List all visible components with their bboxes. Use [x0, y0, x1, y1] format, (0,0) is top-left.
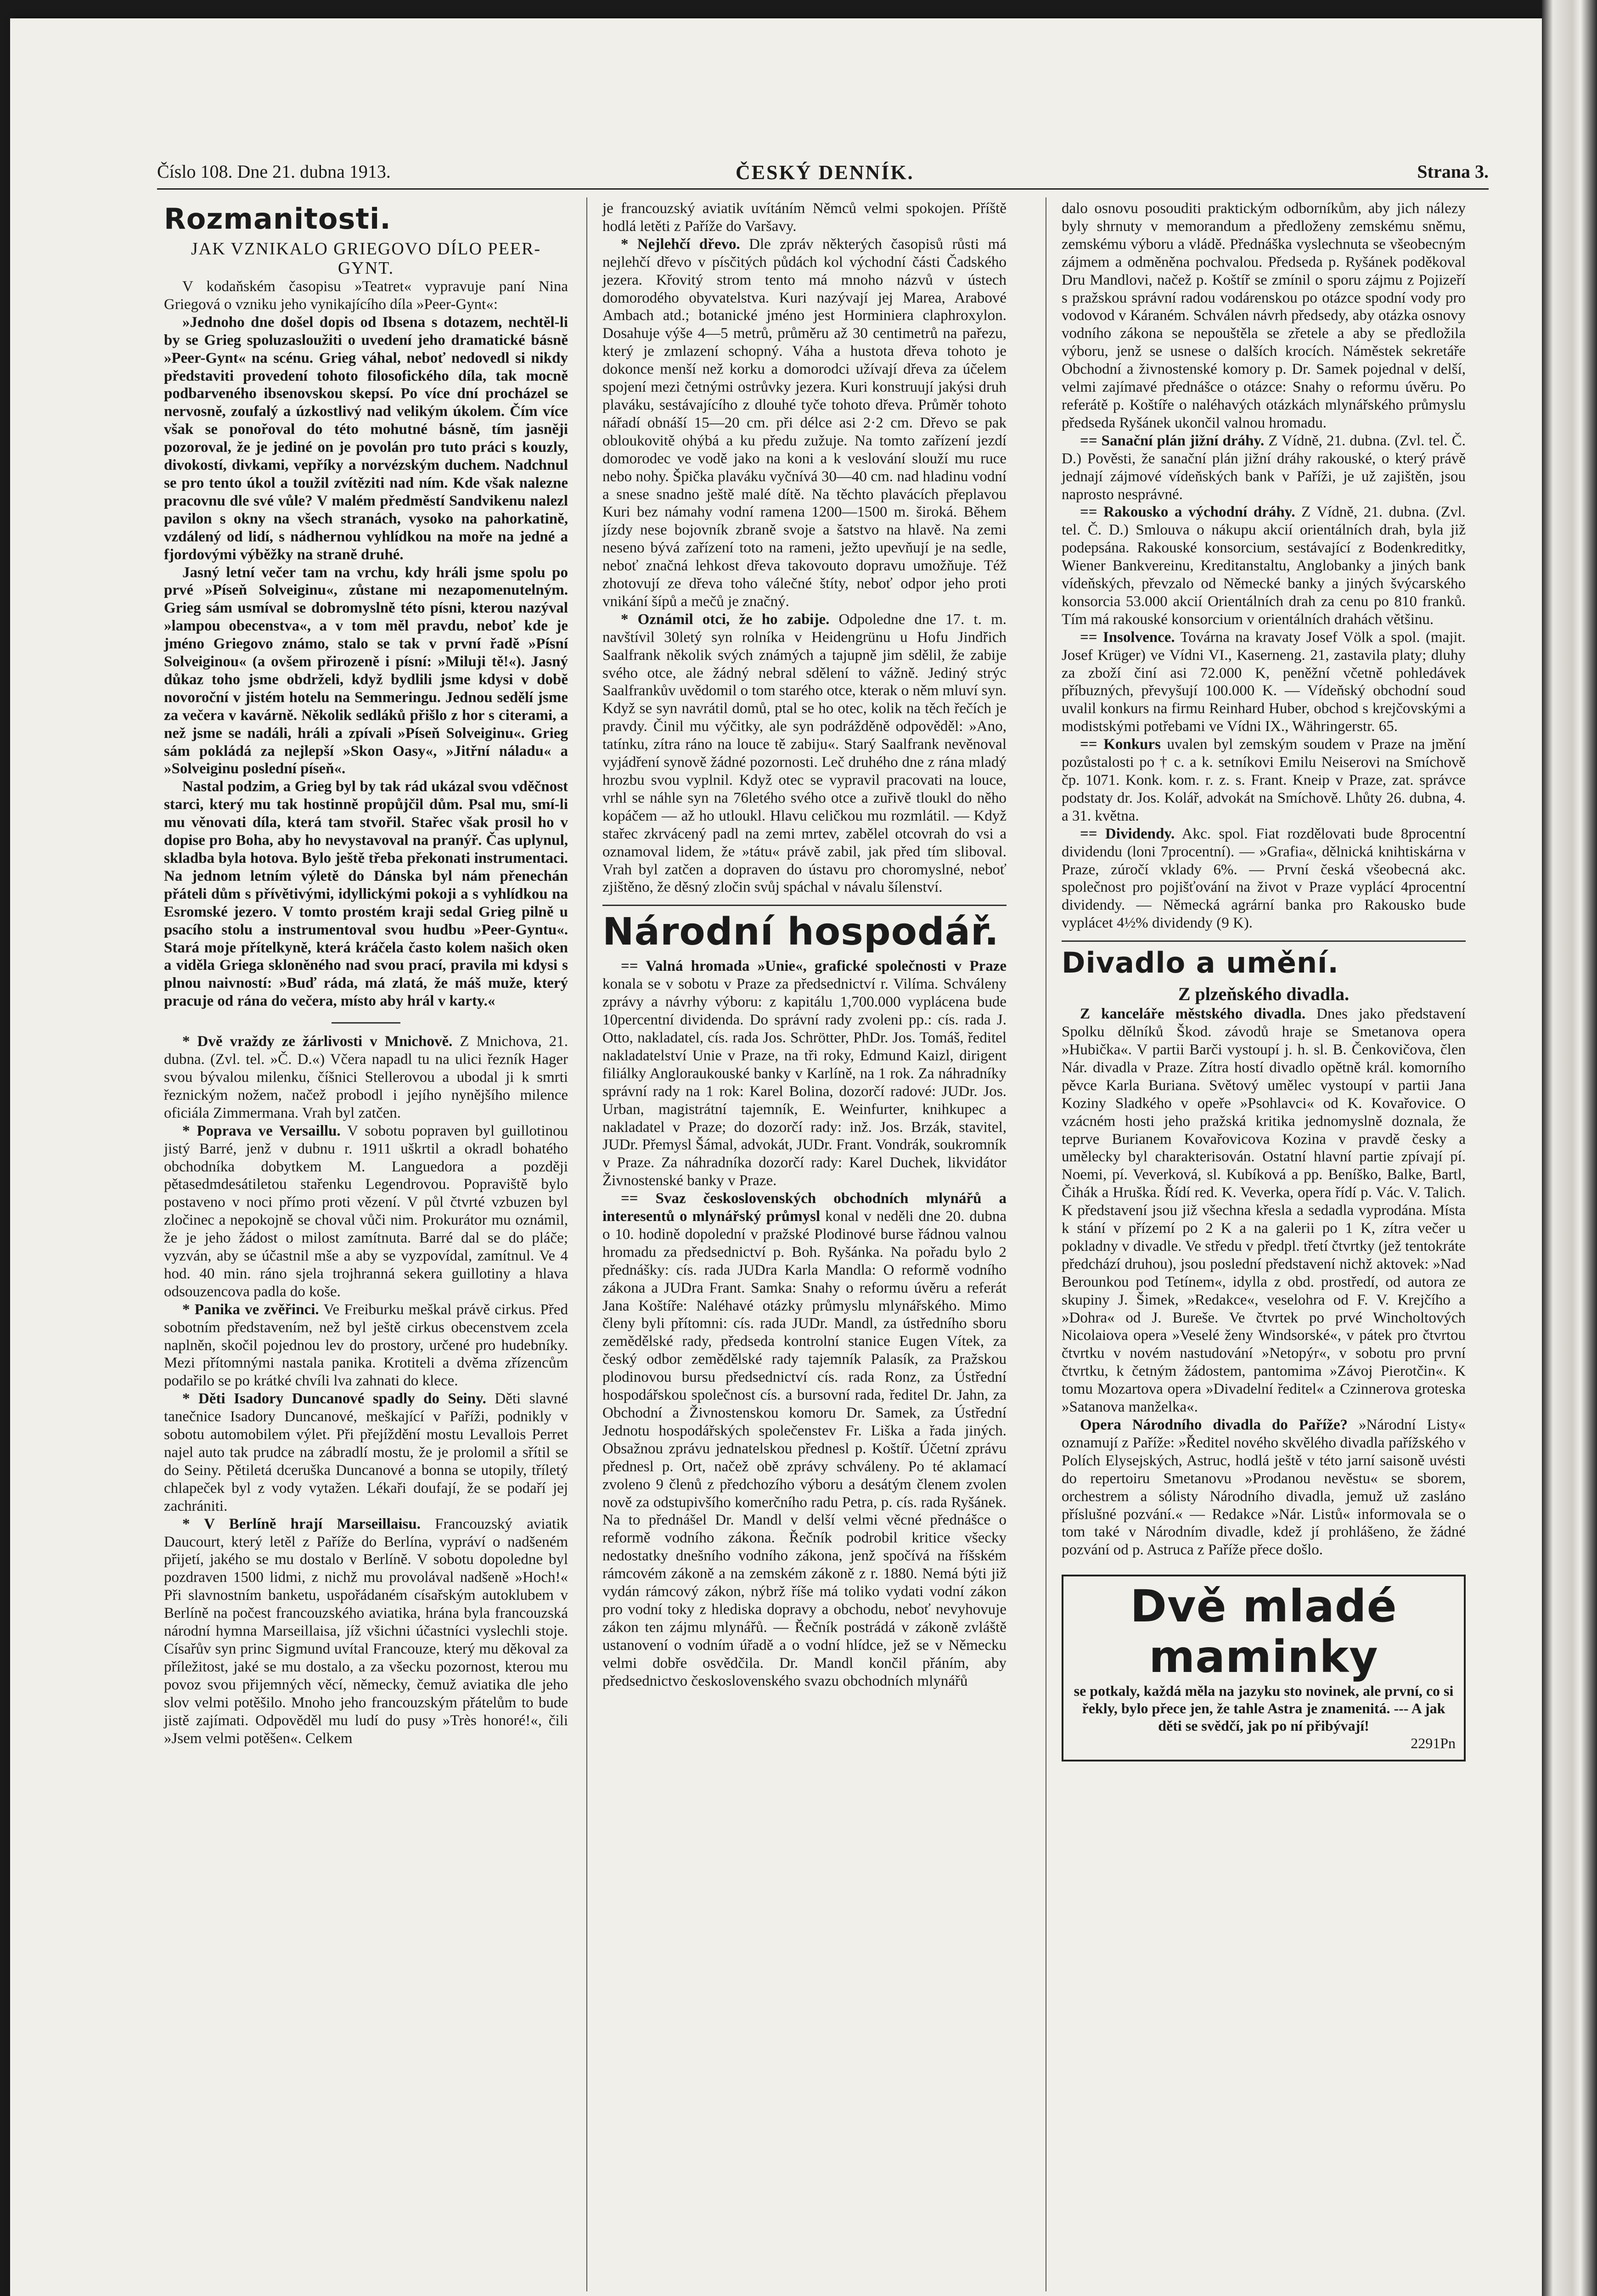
news-headline: * Oznámil otci, že ho zabije. — [621, 611, 830, 628]
separator — [332, 1022, 400, 1024]
news-headline: Z kanceláře městského divadla. — [1080, 1006, 1306, 1023]
news-text: Dnes jako představení Spolku dělníků Škod. závodů hraje se Smetanova opera »Hubička«. V partii Barči vystoupí j. h. sl. B. Čenkovičova, člen Nár. divadla v Praze. Zítra hostí divadlo opětně král. komorního pěvce Karla Buriana. Světový umělec vystoupí v partii Jana Koziny Sladkého v opeře »Psohlavci« od K. Kovařovice. O vzácném hosti jeho pražská kritika jednomyslně doznala, že teprve Burianem Kovařovicova Kozina v pravdě česky a umělecky byl charakterisován. Ostatní hlavní partie zpívají pí. Noemi, pí. Veverková, sl. Kubíková a pp. Beníško, Balke, Bartl, Čihák a Hruška. Řídí red. K. Veverka, opera řídí p. Vác. V. Talich. K představení jsou již všechna křesla a sedadla vyprodána. Místa k stání v přízemí po 2 K a na galerii po 1 K, zítra večer u pokladny v divadle. Ve středu v předpl. třetí čtvrtky (jež tentokráte předchází druhou), jsou poslední představení nichž aktovek: »Nad Berounkou pod Tetínem«, idylla z obd. prostředí, od autora ze skupiny J. Šimek, »Redakce«, veselohra od F. V. Krejčího a »Dohra« od J. Bureše. Ve čtvrtek po prvé Wincholtových Nicolaiova opera »Veselé ženy Windsorské«, v pátek pro čtvrtou čtvrtku v novém nastudování »Netopýr«, v sobotu pro první čtvrtku, k četným žádostem, pantomima »Závoj Pierotčin«. K tomu Mozartova opera »Divadelní ředitel« a Czinnerova groteska »Satanova manželka«. — [1062, 1006, 1466, 1416]
news-text: konal v neděli dne 20. dubna o 10. hodině dopolední v pražské Plodinové burse řádnou valnou hromadu za předsednictví p. Boh. Ryšánka. Na pořadu bylo 2 přednášky: cís. rada JUDra Karla Mandla: O reformě vodního zákona a JUDra Frant. Samka: Snahy o reformu úvěru a referát Jana Koštíře: Naléhavé otázky průmyslu mlynářského. Mimo členy byli přítomni: cís. rada JUDr. Mandl, za ústředního sboru zemědělské rady, předseda kontrolní stanice Eugen Vítek, za český odbor zemědělské rady tajemník Palasík, za Pražskou plodinovou bursu předsednictví cís. rada Ronz, za Ústřední hospodářskou společnost cís. a bursovní rada, ředitel Dr. Jahn, za Obchodní a Živnostenskou komoru Dr. Samek, za Ústřední Jednotu hospodářských společenstev Fr. Liška a řada jiných. Obsažnou zprávu jednatelskou přednesl p. Koštíř. Účetní zprávu přednesl p. Ort, načež obě zprávy schváleny. Po té aklamací zvoleno 9 členů z předchozího výboru a desátým členem zvolen nově za odstupivšího komerčního radu Petra, p. cís. rada Ryšánek. Na to přednášel Dr. Mandl v delší velmi věcné přednášce o reformě vodního zákona. Řečník podrobil kritice všecky nedostatky dnešního vodního zákona, jenž spočívá na říšském rámcovém zákoně a na zemském zákoně z r. 1880. Nemá býti již vydán rámcový zákon, nýbrž říše má toliko vydati vodní zákon pro vodní toky z hlediska dopravy a obchodu, neboť nevyhovuje zákon ten zájmu mlynářů. — Řečník postrádá v zákoně zvláště ustanovení o vodním úřadě a o vodní hlídce, jež se v Německu velmi dobře osvědčila. Dr. Mandl končil přáním, aby předsednictvo československého svazu obchodních mlynářů — [602, 1208, 1007, 1689]
news-headline: * Poprava ve Versaillu. — [182, 1122, 341, 1139]
news-item — [1062, 825, 1466, 932]
section-title-rozmanitosti: Rozmanitosti. — [164, 202, 391, 236]
news-text: V sobotu popraven byl guillotinou jistý Barré, jenž v dubnu r. 1911 uškrtil a okradl bohatého obchodníka dobytkem M. Languedora a později pětasedmdesátiletou stařenku Legendrovou. Popraviště bylo postaveno v noci přímo proti vězení. V půl čtvrté vzbuzen byl zločinec a nepokojně se choval vůči nim. Prokurátor mu oznámil, že je jeho žádost o milost zamítnuta. Barré dal se do pláče; vyzván, aby se účastnil mše a aby se vyzpovídal, zamítnul. Ve 4 hod. 40 min. ráno sjela trojhranná sekera guillotiny a hlava odsouzencova padla do koše. — [164, 1122, 568, 1300]
scan-page-edge — [1542, 0, 1597, 2296]
news-headline: * Panika ve zvěřinci. — [182, 1301, 319, 1318]
article-paragraph: Jasný letní večer tam na vrchu, kdy hráli jsme spolu po prvé »Píseň Solveiginu«, zůstane mi nezapomenutelným. Grieg sám usmíval se dobromyslně této písni, kterou nazýval »lampou obecenstva«, a v tom měl pravdu, neboť kde je jméno Griegovo známo, stalo se tak v první řadě »Písní Solveiginou« (a ovšem přirozeně i písní: »Miluji tě!«). Jasný důkaz toho jsme obdrželi, když bydlili jsme kdysi v době novoroční v jistém hotelu na Semmeringu. Jednou sedělí jsme za večera v kavárně. Několik sedláků přišlo z hor s citerami, a než jsme se nadáli, hráli a zpívali »Píseň Solveiginu«. Grieg sám pokládá za nejlepší »Skon Oasy«, »Jitřní náladu« a »Solveiginu poslední píseň«. — [164, 564, 568, 777]
section-title-narodni-hospodar: Národní hospodář. — [602, 910, 999, 954]
news-text: Továrna na kravaty Josef Völk a spol. (majit. Josef Krüger) ve Vídni VI., Kaserneng. 21, zastavila platy; dluhy za zboží činí asi 72.000 K, peněžní včetně pohledávek příbuzných, převyšují 100.000 K. — Vídeňský obchodní soud uvalil konkurs na firmu Reinhard Huber, obchod s krejčovskými a modistskými potřebami ve Vídni IX., Währingerstr. 65. — [1062, 629, 1466, 735]
news-text: »Národní Listy« oznamují z Paříže: »Ředitel nového skvělého divadla pařížského v Polích Elysejských, Astruc, hodlá ještě v této jarní saisoně uvésti do repertoiru Smetanovu »Prodanou nevěstu« se sborem, orchestrem a sólisty Národního divadla, jemuž už zasláno příslušné pozvání.« — Redakce »Nár. Listů« informovala se o tom také v Národním divadle, kdež jí prohlášeno, že žádné pozvání od p. Astruca z Paříže přece došlo. — [1062, 1417, 1466, 1559]
news-headline: == Konkurs — [1080, 736, 1161, 753]
article-paragraph: V kodaňském časopisu »Teatret« vypravuje paní Nina Griegová o vzniku jeho vynikajícího díla »Peer-Gynt«: — [164, 278, 568, 313]
section-title-divadlo: Divadlo a umění. — [1062, 946, 1339, 980]
news-headline: == Dividendy. — [1080, 825, 1175, 842]
news-headline: * Děti Isadory Duncanové spadly do Seiny. — [182, 1390, 486, 1407]
news-text: Z Vídně, 21. dubna. (Zvl. tel. Č. D.) Smlouva o nákupu akcií orientálních drah, byla již podepsána. Rakouské konsorcium, sestávající z Bodenkreditky, Wiener Bankvereinu, Kreditanstaltu, Anglobanky a jiných bank vídeňských, převzalo od Německé banky a jiných švýcarského konsorcia 53.000 akcií Orientálních drah za cenu po 810 franků. Tím má rakouské konsorcium v orientálních drahách většinu. — [1062, 504, 1466, 628]
news-text: Z Vídně, 21. dubna. (Zvl. tel. Č. D.) Pověsti, že sanační plán jižní dráhy rakouské, o který právě jednají zájmové vídeňských bank v Paříži, je už zajištěn, jsou naprosto nesprávné. — [1062, 432, 1466, 503]
section-rule — [602, 905, 1007, 906]
news-item — [164, 1390, 568, 1515]
news-item — [1062, 736, 1466, 825]
newspaper-page — [10, 18, 1542, 2296]
column-1 — [164, 200, 568, 1747]
news-headline: == Insolvence. — [1080, 629, 1175, 646]
continued-text: dalo osnovu posouditi praktickým odborníkům, aby jich nálezy byly shrnuty v memorandum a předloženy zemskému sněmu, zemskému výboru a vládě. Přednáška vyslechnuta se všeobecným zájmem a odměněna pochvalou. Předseda p. Ryšánek poděkoval Dru Mandlovi, načež p. Koštíř se zmínil o sporu zájmu z Pojizeří s pražskou správní radou vodárenskou po otázce spodní vody pro vodovod v Káraném. Schválen návrh předsedy, aby otázka osnovy vodního zákona se nepouštěla se zřetele a aby se předložila výboru, jenž se usnese o dalších krocích. Náměstek sekretáře Obchodní a živnostenské komory p. Dr. Samek pojednal v delší, velmi zajímavé přednášce o otázce: Snahy o reformu úvěru. Po referátě p. Koštíře o naléhavých otázkách mlynářského průmyslu předseda Ryšánek ukončil valnou hromadu. — [1062, 200, 1466, 431]
news-item — [164, 1033, 568, 1122]
column-3 — [1062, 200, 1466, 1761]
news-item — [602, 957, 1007, 1190]
news-item — [602, 1190, 1007, 1690]
news-text: Ve Freiburku meškal právě cirkus. Před sobotním představením, než byl ještě cirkus obecenstvem zcela naplněn, skočil pojednou lev do prostory, určené pro hudebníky. Mezi přítomnými nastala panika. Krotiteli a dvěma zřízencům podařilo se po krátké chvíli lva zahnati do klece. — [164, 1301, 568, 1390]
news-headline: * Dvě vraždy ze žárlivosti v Mnichově. — [182, 1033, 453, 1050]
news-item — [1062, 432, 1466, 504]
subsection-title: Z plzeňského divadla. — [1178, 984, 1350, 1005]
news-item — [602, 611, 1007, 897]
article-paragraph: »Jednoho dne došel dopis od Ibsena s dotazem, nechtěl-li by se Grieg spoluzasloužiti o uvedení jeho dramatické básně »Peer-Gynt« na scénu. Grieg váhal, neboť nedovedl si nikdy představiti provedení tohoto filosofického díla, tak mocně podbarveného ibsenovskou skepsí. Po více dní procházel se nervosně, zoufalý a úzkostlivý nad velikým úkolem. Čím více však se ponořoval do této mohutné básně, tím jasněji pozoroval, že je jediné on je povolán pro tuto práci s kouzly, divokostí, divkami, vepříky a norvézským duchem. Nadchnul se pro tento úkol a toužil zvítěziti nad ním. Kde však nalezne pracovnu dle své vůle? V malém předměstí Sandvikenu nalezl pavilon s okny na všech stranách, vysoko na pahorkatině, vzdálený od lidí, s nádhernou vyhlídkou na moře na jedné a fjordovými výběžky na straně druhé. — [164, 314, 568, 563]
column-2 — [602, 200, 1007, 1690]
news-item — [1062, 503, 1466, 628]
news-text: Francouzský aviatik Daucourt, který letěl z Paříže do Berlína, vypráví o nadšeném přijetí, jakého se mu dostalo v Berlíně. V sobotu dopoledne byl pozdraven 1500 lidmi, z nichž mu provolával nadšeně »Hoch!« Při slavnostním banketu, uspořádaném císařským autoklubem v Berlíně na počest francouzského aviatika, hrána byla francouzská národní hymna Marseillaisa, jíž všichni účastníci vyslechli stoje. Císařův syn princ Sigmund uvítal Francouze, který mu děkoval za příležitost, jaké se mu dostalo, a za všecku pozornost, kterou mu povoz svou přijemných věcí, německy, čemuž aviatika dle jeho slov velmi potěšilo. Mnoho jeho francouzským přátelům to bude jistě zajímati. Odpověděl mu ludí do pusy »Très honoré!«, čili »Jsem velmi potěšen«. Celkem — [164, 1515, 568, 1747]
ad-body: se potkaly, každá měla na jazyku sto novinek, ale první, co si řekly, bylo přece jen, že tahle Astra je znamenitá. --- A jak děti se svědčí, jak po ní přibývají! — [1074, 1683, 1454, 1734]
ad-code: 2291Pn — [1411, 1735, 1456, 1752]
news-item — [1062, 1416, 1466, 1559]
column-divider — [586, 197, 587, 2291]
news-text: Dle zpráv některých časopisů růsti má nejlehčí dřevo v písčitých půdách kol východní části Čadského jezera. Křovitý strom tento má mnoho názvů v ústech domorodého obyvatelstva. Kuri nazývají jej Marea, Arabové Ambach atd.; botanické jméno jest Horminiera claphroxylon. Dosahuje výše 4—5 metrů, průměru až 30 centimetrů na pařezu, který je zmlazení schopný. Váha a hustota dřeva tohoto je dokonce menší než korku a domorodci užívají dřeva za účelem spojení mezi četnými ostrůvky jezera. Kuri konstruují jakýsi druh plaváku, sestávajícího z dlouhé tyče tohoto dřeva. Průměr tohoto nářadí obnáší 15—20 cm. při délce asi 2·2 cm. Dřevo se pak obloukovitě ohýbá a ku předu zužuje. Na tomto zařízení jezdí domorodec ve vodě jako na koni a k veslování slouží mu ruce nebo nohy. Špička plaváku vyčnívá 30—40 cm. nad hladinu vodní a snese snadno ještě malé dítě. Na těchto plavácích přeplavou Kuri bez námahy vodní ramena 1200—1500 m. široká. Během jízdy nese bojovník zbraně svoje a šatstvo na hlavě. Na zemi neseno bývá zařízení toto na rameni, ježto upevňují je na sedle, neboť značná lehkost dřeva takovouto dopravu umožňuje. Též zhotovují ze dřeva toho válečné štíty, neboť odpor jeho proti vnikání šípů a mečů je značný. — [602, 236, 1007, 610]
continued-text: je francouzský aviatik uvítáním Němců velmi spokojen. Příště hodlá letěti z Paříže do Varšavy. — [602, 200, 1007, 235]
section-rule — [1062, 940, 1466, 942]
news-item — [164, 1122, 568, 1301]
article-paragraph: Nastal podzim, a Grieg byl by tak rád ukázal svou vděčnost starci, který mu tak hostinně propůjčil dům. Psal mu, smí-li mu věnovati díla, která tam stvořil. Stařec však prosil ho v dopise pro Boha, aby ho nevystavoval na pranýř. Čas uplynul, skladba byla hotova. Bylo ještě třeba překonati instrumentaci. Na jednom letním výletě do Dánska byl nám přenechán přáteli dům s přívětivými, idyllickými pokoji a s vyhlídkou na Esromské jezero. V tomto prostém kraji sedal Grieg pilně u psacího stolu a instrumentoval svou hudbu »Peer-Gyntu«. Stará moje přítelkyně, která kráčela často kolem našich oken a viděla Griega skloněného nad svou prací, pravila mi kdysi s plnou naivností: »Buď ráda, má zlatá, že máš muže, který pracuje od rána do večera, místo aby hrál v karty.« — [164, 778, 568, 1010]
news-item — [1062, 629, 1466, 736]
news-text: Akc. spol. Fiat rozdělovati bude 8procentní dividendu (loni 7procentní). — »Grafia«, dělnická knihtiskárna v Praze, zúročí vklady 6%. — První česká všeobecná akc. společnost pro pojišťování na život v Praze vyplácí 4procentní dividendy. — Německá agrární banka pro Rakousko bude vyplácet 4½% dividendy (9 K). — [1062, 825, 1466, 932]
news-item — [164, 1301, 568, 1390]
news-headline: == Svaz československých obchodních mlynářů a interesentů o mlynářský průmysl — [602, 1190, 1007, 1225]
news-text: Děti slavné tanečnice Isadory Duncanové, meškající v Paříži, podnikly v sobotu automobilem výlet. Při přejíždění mostu Levallois Perret najel auto tak prudce na zábradlí mostu, že je prolomil a sřítil se do Seiny. Pětiletá dceruška Duncanové a bonna se utopily, tříletý chlapeček byl z vody vytažen. Lékaři doufají, že se podaří jej zachrániti. — [164, 1390, 568, 1514]
news-headline: * Nejlehčí dřevo. — [621, 236, 740, 253]
news-headline: Opera Národního divadla do Paříže? — [1080, 1417, 1348, 1433]
news-text: Z Mnichova, 21. dubna. (Zvl. tel. »Č. D.«) Včera napadl tu na ulici řezník Hager svou bývalou milenku, číšnici Stellerovou a ubodal ji k smrti řeznickým nožem, načež probodl i jejího nynějšího milence oficiála Zimmermana. Vrah byl zatčen. — [164, 1033, 568, 1121]
news-item — [1062, 1005, 1466, 1416]
news-text: Odpoledne dne 17. t. m. navštívil 30letý syn rolníka v Heidengrünu u Hofu Jindřich Saalfrank několik svých známých a tajupně jim sdělil, že zabije svého otce, ale žádný nebral sdělení to vážně. Jediný strýc Saalfrankův uvědomil o tom starého otce, kterak o něm mluví syn. Když se syn navrátil domů, ptal se ho otec, kolik na těch řečích je pravdy. Činil mu výčitky, ale syn podrážděně odpověděl: »Ano, tatínku, zítra ráno na louce tě zabiju«. Starý Saalfrank nevěnoval vyjádření synově žádné pozornosti. Leč druhého dne z rána mladý hrozbu svou vyplnil. Když otec se vypravil pracovati na louce, vrhl se náhle syn na 76letého svého otce a zuřivě tloukl do něho kopáčem — až ho utloukl. Hlavu celičkou mu rozmlátil. — Když stařec zkrvácený padl na zemi mrtev, zabělel otcovrah do vsi a oznamoval lidem, že »tátu« právě zabil, jak před tím sliboval. Vrah byl zatčen a dopraven do ústavu pro choromyslné, neboť zjištěno, že děsný zločin svůj spáchal v návalu šílenství. — [602, 611, 1007, 896]
news-headline: * V Berlíně hrají Marseillaisu. — [182, 1515, 421, 1532]
news-headline: == Valná hromada »Unie«, grafické společnosti v Praze — [621, 958, 1007, 975]
news-item — [164, 1515, 568, 1748]
news-text: uvalen byl zemským soudem v Praze na jmění pozůstalosti po † c. a k. setníkovi Emilu Neiserovi na Smíchově čp. 1071. Konk. kom. r. z. s. Frant. Kneip v Praze, zat. správce podstaty dr. Jos. Kolář, advokát na Smíchově. Lhůty 26. dubna, 4. a 31. května. — [1062, 736, 1466, 824]
news-item — [602, 236, 1007, 611]
issue-number-date: Číslo 108. Dne 21. dubna 1913. — [157, 161, 391, 182]
news-headline: == Rakousko a východní dráhy. — [1080, 504, 1295, 521]
news-headline: == Sanační plán jižní dráhy. — [1080, 432, 1265, 449]
page-number: Strana 3. — [1417, 161, 1489, 182]
masthead: ČESKÝ DENNÍK. — [736, 161, 914, 184]
ad-headline: Dvě mladé maminky — [1130, 1581, 1397, 1683]
article-title-grieg: JAK VZNIKALO GRIEGOVO DÍLO PEER-GYNT. — [191, 239, 541, 278]
news-text: konala se v sobotu v Praze za předsednictví r. Vilíma. Schváleny zprávy a návrhy výboru: z kapitálu 1,700.000 vyplácena bude 10percentní dividenda. Do správní rady zvoleni pp.: cís. rada J. Otto, nakladatel, cís. rada Jos. Schrötter, PhDr. Jos. Tomáš, ředitel nakladatelství Unie v Praze, na tři roky, Edmund Kaizl, dirigent filiálky Angloraukouské banky v Karlíně, na 1 rok. Za náhradníky správní rady na 1 rok: Karel Bolina, dozorčí radové: JUDr. Jos. Urban, magistrátní tajemník, E. Weinfurter, knihkupec a nakladatel v Praze; do dozorčí rady: inž. Jos. Brzák, stavitel, JUDr. Přemysl Šámal, advokát, JUDr. Frant. Vondrák, soukromník v Praze. Za náhradníka dozorčí rady: Karel Duchek, likvidátor Živnostenské banky v Praze. — [602, 976, 1007, 1189]
advertisement-box — [1062, 1575, 1466, 1761]
page-header — [157, 161, 1489, 190]
